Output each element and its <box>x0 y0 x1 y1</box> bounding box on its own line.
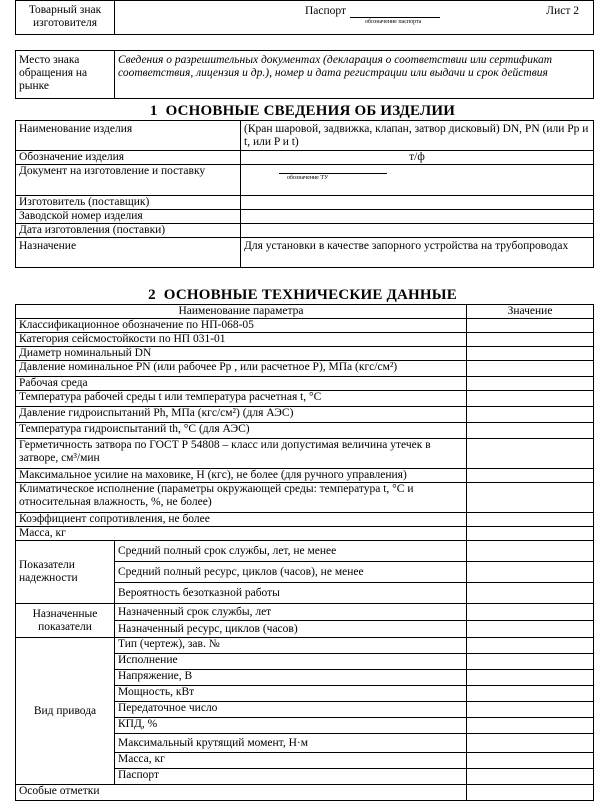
value-cell <box>467 483 594 513</box>
section1-table <box>15 120 594 268</box>
tu-caption: обозначение ТУ <box>279 173 387 182</box>
row-value <box>241 196 594 210</box>
table-row <box>16 165 594 196</box>
value-cell <box>467 407 594 423</box>
param-label: Герметичность затвора по ГОСТ Р 54808 – класс или допустимая величина утечек в затворе, см³/мин <box>16 439 467 469</box>
value-cell <box>467 469 594 483</box>
value-cell <box>467 513 594 527</box>
value-cell <box>467 686 594 702</box>
param-label: Температура гидроиспытаний th, °С (для АЭС) <box>16 423 467 439</box>
value-cell <box>467 541 594 562</box>
value-cell <box>467 527 594 541</box>
param-label: Масса, кг <box>16 527 467 541</box>
value-cell <box>467 319 594 333</box>
header-table <box>15 0 594 35</box>
value-cell <box>467 670 594 686</box>
special-notes-label: Особые отметки <box>16 785 467 801</box>
table-row <box>16 333 594 347</box>
value-cell <box>467 769 594 785</box>
value-cell <box>467 753 594 769</box>
reliability-label: Показатели надежности <box>16 541 115 604</box>
table-row <box>16 483 594 513</box>
table-row <box>16 347 594 361</box>
assigned-item: Назначенный ресурс, циклов (часов) <box>115 621 467 638</box>
col-header-value: Значение <box>467 305 594 319</box>
param-label: Климатическое исполнение (параметры окружающей среды: температура t, °С и относительная влажность, %, не более) <box>16 483 467 513</box>
col-header-param: Наименование параметра <box>16 305 467 319</box>
table-row <box>16 638 594 654</box>
drive-item: Напряжение, В <box>115 670 467 686</box>
drive-item: Мощность, кВт <box>115 686 467 702</box>
table-row <box>16 541 594 562</box>
drive-item: Масса, кг <box>115 753 467 769</box>
value-cell <box>467 347 594 361</box>
table-row <box>16 513 594 527</box>
reliability-item: Средний полный ресурс, циклов (часов), не менее <box>115 562 467 583</box>
section2-title: 2 ОСНОВНЫЕ ТЕХНИЧЕСКИЕ ДАННЫЕ <box>148 287 457 303</box>
drive-item: Исполнение <box>115 654 467 670</box>
value-cell <box>467 583 594 604</box>
drive-item: КПД, % <box>115 718 467 734</box>
passport-label: Паспорт <box>305 5 347 17</box>
value-cell <box>467 423 594 439</box>
assigned-item: Назначенный срок службы, лет <box>115 604 467 621</box>
row-label: Дата изготовления (поставки) <box>16 224 241 238</box>
reliability-item: Средний полный срок службы, лет, не менее <box>115 541 467 562</box>
param-label: Категория сейсмостойкости по НП 031-01 <box>16 333 467 347</box>
table-row <box>16 407 594 423</box>
value-cell <box>467 439 594 469</box>
value-cell <box>467 702 594 718</box>
param-label: Температура рабочей среды t или температура расчетная t, °С <box>16 391 467 407</box>
table-row <box>16 238 594 268</box>
param-label: Давление гидроиспытаний Ph, МПа (кгс/см²) (для АЭС) <box>16 407 467 423</box>
table-row <box>16 423 594 439</box>
drive-item: Передаточное число <box>115 702 467 718</box>
assigned-label: Назначенные показатели <box>16 604 115 638</box>
passport-designation-caption: обозначение паспорта <box>365 19 422 25</box>
row-label: Наименование изделия <box>16 121 241 151</box>
section1-title: 1 ОСНОВНЫЕ СВЕДЕНИЯ ОБ ИЗДЕЛИИ <box>149 103 456 119</box>
product-name-value: (Кран шаровой, задвижка, клапан, затвор дисковый) DN, PN (или Pp и t, или P и t) <box>241 121 594 151</box>
value-cell <box>467 638 594 654</box>
value-cell <box>467 391 594 407</box>
row-label: Изготовитель (поставщик) <box>16 196 241 210</box>
table-row <box>16 469 594 483</box>
market-label: Место знака обращения на рынке <box>16 51 115 99</box>
value-cell <box>467 377 594 391</box>
value-cell <box>467 654 594 670</box>
table-row <box>16 319 594 333</box>
trademark-label: Товарный знак изготовителя <box>16 1 115 35</box>
table-row <box>16 151 594 165</box>
row-value <box>241 210 594 224</box>
table-row <box>16 785 594 801</box>
value-cell <box>467 785 594 801</box>
table-row <box>16 196 594 210</box>
table-row <box>16 210 594 224</box>
param-label: Давление номинальное PN (или рабочее Pр , или расчетное P), МПа (кгс/см²) <box>16 361 467 377</box>
value-cell <box>467 718 594 734</box>
table-row <box>16 604 594 621</box>
drive-label: Вид привода <box>16 638 115 785</box>
table-row <box>16 377 594 391</box>
value-cell <box>467 734 594 753</box>
row-label: Документ на изготовление и поставку <box>16 165 241 196</box>
market-text: Сведения о разрешительных документах (декларация о соответствии или сертификат соответствия, лицензия и др.), номер и дата регистрации или выдачи и срок действия <box>115 51 594 99</box>
value-cell <box>467 621 594 638</box>
param-label: Диаметр номинальный DN <box>16 347 467 361</box>
market-table <box>15 50 594 99</box>
passport-header-cell <box>115 1 594 35</box>
row-value <box>241 224 594 238</box>
row-label: Назначение <box>16 238 241 268</box>
drive-item: Максимальный крутящий момент, Н·м <box>115 734 467 753</box>
table-row <box>16 361 594 377</box>
param-label: Максимальное усилие на маховике, Н (кгс), не более (для ручного управления) <box>16 469 467 483</box>
table-row <box>16 224 594 238</box>
passport-designation-line <box>350 17 440 18</box>
reliability-item: Вероятность безотказной работы <box>115 583 467 604</box>
purpose-value: Для установки в качестве запорного устройства на трубопроводах <box>241 238 594 268</box>
value-cell <box>467 562 594 583</box>
value-cell <box>467 604 594 621</box>
table-row <box>16 391 594 407</box>
row-label: Обозначение изделия <box>16 151 241 165</box>
table-row <box>16 121 594 151</box>
product-designation-value: т/ф <box>241 151 594 165</box>
drive-item: Тип (чертеж), зав. № <box>115 638 467 654</box>
param-label: Рабочая среда <box>16 377 467 391</box>
table-row <box>16 439 594 469</box>
sheet-label: Лист 2 <box>546 5 579 17</box>
param-label: Коэффициент сопротивления, не более <box>16 513 467 527</box>
value-cell <box>467 333 594 347</box>
tu-cell <box>241 165 594 196</box>
drive-item: Паспорт <box>115 769 467 785</box>
value-cell <box>467 361 594 377</box>
row-label: Заводской номер изделия <box>16 210 241 224</box>
section2-table <box>15 304 594 801</box>
param-label: Классификационное обозначение по НП-068-05 <box>16 319 467 333</box>
table-row <box>16 527 594 541</box>
